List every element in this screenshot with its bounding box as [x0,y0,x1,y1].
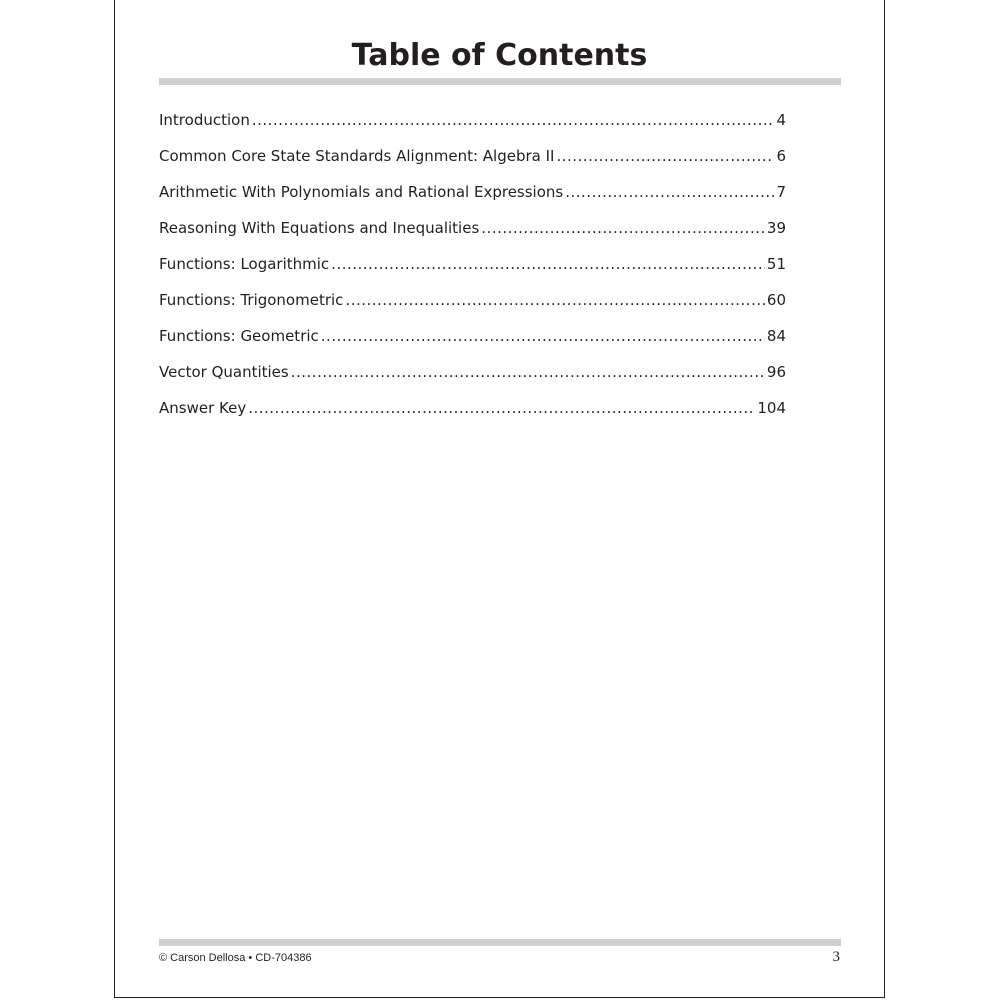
toc-entry-answer-key [159,396,786,432]
toc-list [159,108,786,432]
footer-copyright: © Carson Dellosa • CD-704386 [159,952,312,964]
toc-entry-polynomials [159,180,786,216]
toc-entry-page: 60 [766,291,786,309]
title-divider [159,78,841,85]
toc-entry-logarithmic [159,252,786,288]
toc-entry-page: 104 [757,399,786,417]
dot-leader [481,216,765,240]
toc-entry-label: Introduction [159,111,250,129]
dot-leader [321,324,765,348]
toc-entry-label: Reasoning With Equations and Inequalities [159,219,480,237]
toc-entry-ccss-alignment [159,144,786,180]
toc-entry-page: 96 [766,363,786,381]
dot-leader [345,288,764,312]
toc-entry-equations [159,216,786,252]
toc-entry-page: 4 [776,111,786,129]
dot-leader [252,108,775,132]
toc-entry-label: Functions: Logarithmic [159,255,330,273]
toc-entry-page: 6 [776,147,786,165]
page-title: Table of Contents [351,38,648,73]
dot-leader [248,396,755,420]
toc-entry-label: Vector Quantities [159,363,289,381]
toc-entry-page: 7 [776,183,786,201]
dot-leader [556,144,774,168]
footer-divider [159,939,841,946]
toc-entry-page: 84 [766,327,786,345]
document-page [114,0,885,998]
toc-entry-trigonometric [159,288,786,324]
toc-entry-label: Answer Key [159,399,247,417]
toc-entry-geometric [159,324,786,360]
toc-entry-label: Arithmetic With Polynomials and Rational Expressions [159,183,564,201]
dot-leader [331,252,765,276]
footer-page-number: 3 [832,949,840,965]
toc-entry-page: 51 [766,255,786,273]
toc-entry-page: 39 [766,219,786,237]
dot-leader [291,360,765,384]
toc-entry-introduction [159,108,786,144]
toc-entry-label: Common Core State Standards Alignment: Algebra II [159,147,555,165]
dot-leader [565,180,774,204]
toc-entry-label: Functions: Trigonometric [159,291,344,309]
toc-entry-label: Functions: Geometric [159,327,319,345]
toc-entry-vector-quantities [159,360,786,396]
